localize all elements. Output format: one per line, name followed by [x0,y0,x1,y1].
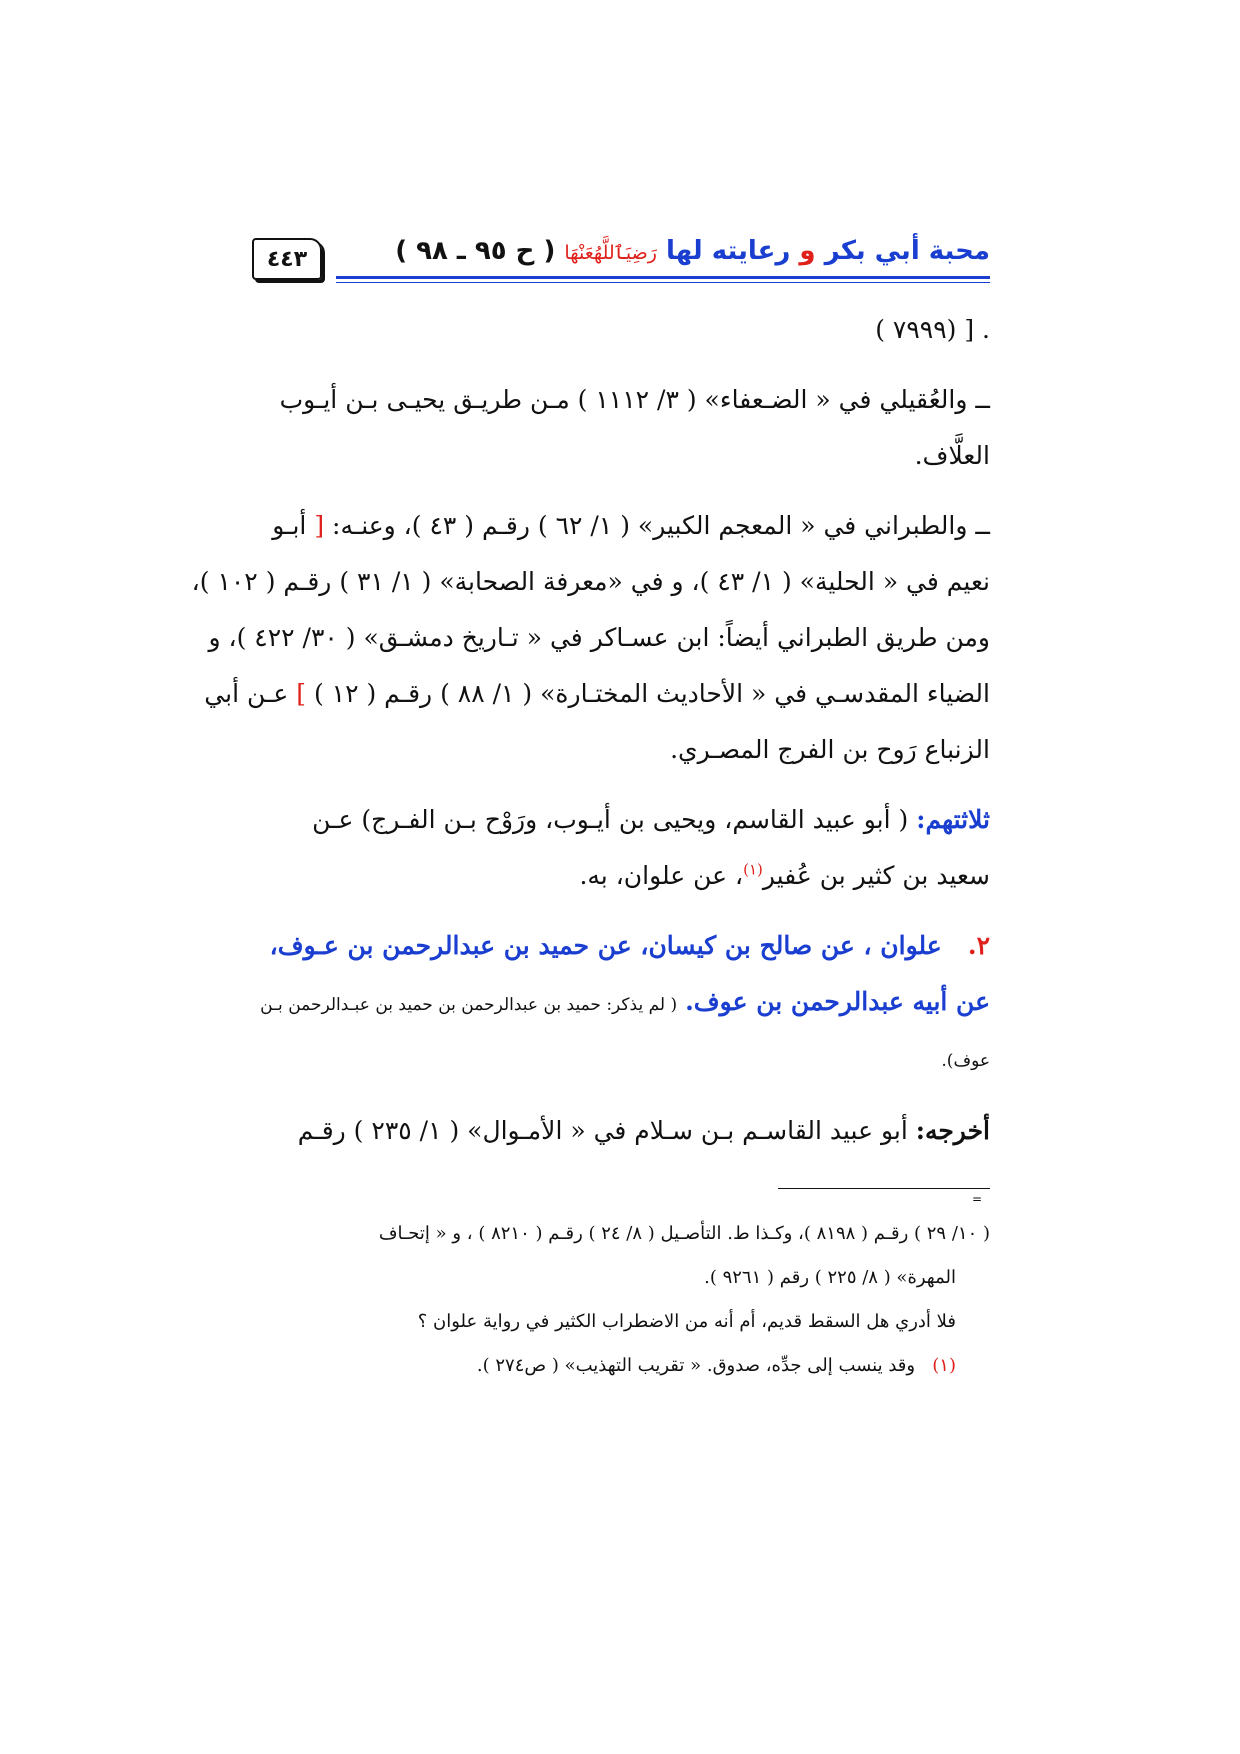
footnotes [252,1212,990,1388]
paragraph-akhrajahu [252,1103,990,1159]
text-line: العلَّاف. [914,441,990,470]
hadith-range: ( ح ٩٥ ـ ٩٨ ) [395,236,556,266]
text-line: عوف). [941,1051,990,1071]
paragraph-thalathatuhum [252,792,990,904]
text-line: ثلاثتهم: ( أبو عبيد القاسم، ويحيى بن أيـوب، ورَوْح بـن الفـرج) عـن [312,805,990,834]
text-line: سعيد بن كثير بن عُفير$^{(١)}$، عن علوان، به. [579,860,990,890]
running-head-part1: محبة أبي بكر [824,236,990,266]
text-line: أخرجه: أبو عبيد القاسـم بـن سـلام في « الأمـوال» ( ١/ ٢٣٥ ) رقـم [297,1116,990,1145]
header-rule [336,276,990,279]
text-line: ــ والعُقيلي في « الضـعفاء» ( ٣/ ١١١٢ ) مـن طريـق يحيـى بـن أيـوب [279,385,990,414]
header-rule-thin [336,282,990,283]
paragraph-uqayli [252,372,990,484]
open-bracket: [ [314,511,325,540]
main-text [191,302,990,1159]
paragraph-isnad-2 [252,918,990,1089]
running-head-part2: رعايته لها [665,236,791,266]
running-head-and: و [799,236,816,266]
paragraph-tabarani [191,498,990,778]
text-line: ٢. علوان ، عن صالح بن كيسان، عن حميد بن عبدالرحمن بن عـوف، [269,931,990,960]
running-head [395,236,990,266]
footnote-ref[interactable]: (١) [743,860,763,879]
item-number: ٢. [967,931,990,960]
page-header [252,236,990,292]
footnote-line: فلا أدري هل السقط قديم، أم أنه من الاضطراب الكثير في رواية علوان ؟ [417,1311,956,1332]
text-line: الضياء المقدسـي في « الأحاديث المختـارة» ( ١/ ٨٨ ) رقـم ( ١٢ ) ] عـن أبي [204,679,990,708]
honorific-calligraphy: رَضِيَٱللَّهُعَنْهَا [564,242,657,264]
page-number-badge: ٤٤٣ [252,238,322,280]
close-bracket: ] [296,679,306,708]
label-thalathatuhum: ثلاثتهم: [916,805,990,834]
footnote-line: المهرة» ( ٨/ ٢٢٥ ) رقم ( ٩٢٦١ ). [704,1267,956,1288]
text-line: الزنباع رَوح بن الفرج المصـري. [670,735,990,764]
text-line: نعيم في « الحلية» ( ١/ ٤٣ )، و في «معرفة الصحابة» ( ١/ ٣١ ) رقـم ( ١٠٢ )، [191,567,990,596]
text-line: ــ والطبراني في « المعجم الكبير» ( ١/ ٦٢ ) رقـم ( ٤٣ )، وعنـه: [ أبـو [272,511,990,540]
text-line: عن أبيه عبدالرحمن بن عوف. ( لم يذكر: حميد بن عبدالرحمن بن حميد بن عبـدالرحمن بـن [260,987,990,1016]
footnote-number: (١) [932,1355,956,1376]
footnote-continuation-mark: = [972,1192,983,1206]
footnote-line: ( ١٠/ ٢٩ ) رقـم ( ٨١٩٨ )، وكـذا ط. التأصـيل ( ٨/ ٢٤ ) رقـم ( ٨٢١٠ ) ، و « إتحـاف [378,1223,990,1244]
text-line: . [ (٧٩٩٩ ) [875,315,990,344]
label-akhrajahu: أخرجه: [915,1116,990,1145]
footnote-separator [778,1188,990,1189]
footnote-1: (١) وقد ينسب إلى جدِّه، صدوق. « تقريب التهذيب» ( ص٢٧٤ ). [476,1355,956,1376]
text-line: ومن طريق الطبراني أيضاً: ابن عسـاكر في « تـاريخ دمشـق» ( ٣٠/ ٤٢٢ )، و [208,623,990,652]
